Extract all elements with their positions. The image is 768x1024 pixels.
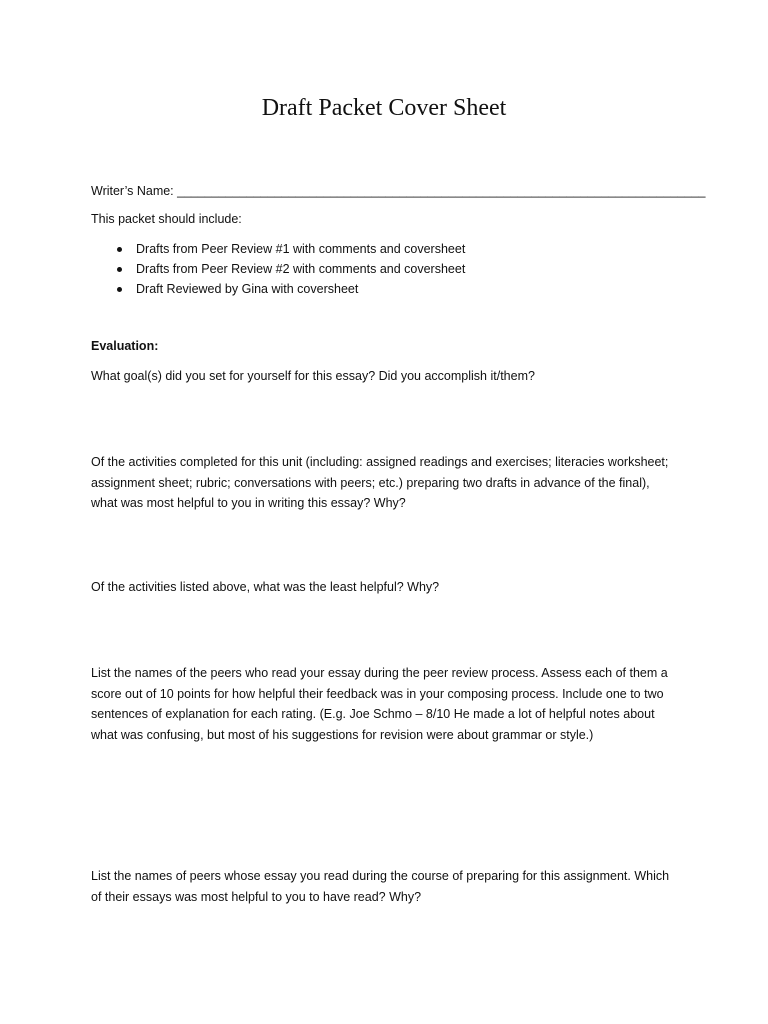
question-line: what was most helpful to you in writing this essay? Why? — [91, 496, 406, 510]
list-item-label: Drafts from Peer Review #1 with comments and coversheet — [136, 242, 466, 256]
question-line: of their essays was most helpful to you to have read? Why? — [91, 889, 422, 904]
question-peer-essays — [91, 866, 691, 907]
question-line: score out of 10 points for how helpful their feedback was in your composing process. Include one to two — [91, 686, 664, 701]
question-line: What goal(s) did you set for yourself for this essay? Did you accomplish it/them? — [91, 369, 535, 383]
list-item — [91, 279, 465, 299]
list-item-label: Draft Reviewed by Gina with coversheet — [136, 282, 359, 296]
list-item — [91, 259, 465, 279]
list-item-label: Drafts from Peer Review #2 with comments and coversheet — [136, 262, 466, 276]
question-peer-reviewers — [91, 663, 691, 745]
question-line: assignment sheet; rubric; conversations with peers; etc.) preparing two drafts in advance of the final), — [91, 475, 650, 490]
bullet-icon — [117, 287, 122, 292]
bullet-icon — [117, 267, 122, 272]
question-line: what was confusing, but most of his suggestions for revision were about grammar or style.) — [91, 727, 594, 742]
question-line: sentences of explanation for each rating. (E.g. Joe Schmo – 8/10 He made a lot of helpful notes about — [91, 707, 655, 721]
bullet-icon — [117, 247, 122, 252]
question-most-helpful — [91, 452, 691, 514]
evaluation-heading: Evaluation: — [91, 339, 159, 353]
question-line: Of the activities completed for this unit (including: assigned readings and exercises; literacies worksheet; — [91, 455, 669, 469]
question-line: List the names of peers whose essay you read during the course of preparing for this assignment. Which — [91, 869, 670, 883]
writer-name-field: Writer’s Name: ____________________________________________________________________________ — [91, 184, 706, 198]
question-goals — [91, 366, 691, 387]
question-line: List the names of the peers who read your essay during the peer review process. Assess each of them a — [91, 666, 668, 680]
packet-checklist — [91, 239, 465, 299]
question-line: Of the activities listed above, what was the least helpful? Why? — [91, 580, 440, 594]
question-least-helpful — [91, 577, 691, 598]
page-title: Draft Packet Cover Sheet — [261, 95, 507, 121]
packet-intro: This packet should include: — [91, 212, 242, 226]
list-item — [91, 239, 465, 259]
